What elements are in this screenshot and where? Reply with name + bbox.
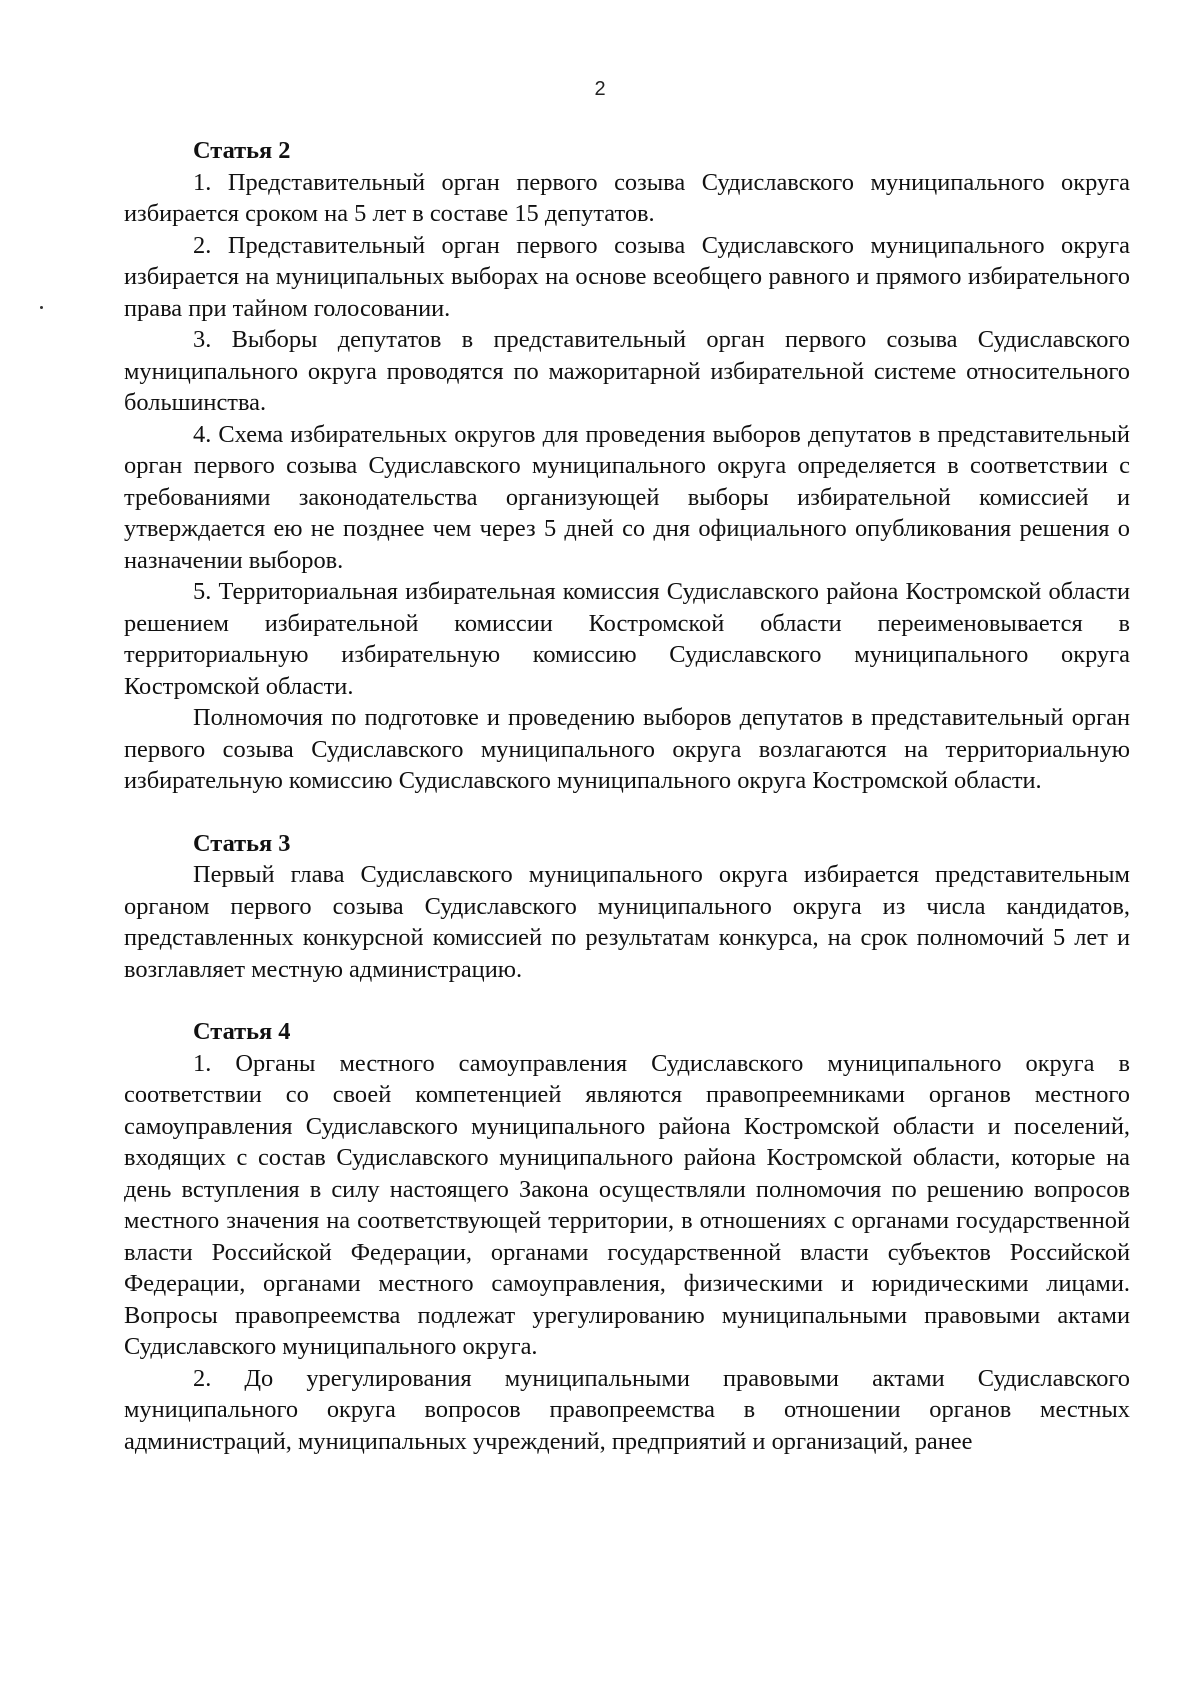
article-3 [124,828,1130,986]
article-4 [124,1016,1130,1457]
article-paragraph: 4. Схема избирательных округов для проведения выборов депутатов в представительный орган первого созыва Судиславского муниципального округа определяется в соответствии с требованиями законодательства организующей выборы избирательной комиссией и утверждается ею не позднее чем через 5 дней со дня официального опубликования решения о назначении выборов. [124,420,1130,574]
page-number: 2 [594,78,606,100]
document-body [124,135,1130,1457]
article-title: Статья 3 [193,829,291,857]
article-paragraph: 2. Представительный орган первого созыва Судиславского муниципального округа избирается на муниципальных выборах на основе всеобщего равного и прямого избирательного права при тайном голосовании. [124,231,1130,322]
article-paragraph: 2. До урегулирования муниципальными правовыми актами Судиславского муниципального округа вопросов правопреемства в отношении органов местных администраций, муниципальных учреждений, предприятий и организаций, ранее [124,1364,1130,1455]
article-paragraph: Полномочия по подготовке и проведению выборов депутатов в представительный орган первого созыва Судиславского муниципального округа возлагаются на территориальную избирательную комиссию Судиславского муниципального округа Костромской области. [124,704,1130,794]
article-title: Статья 2 [193,137,291,164]
article-2 [124,135,1130,797]
scan-speck [40,306,43,309]
article-paragraph: Первый глава Судиславского муниципального округа избирается представительным органом первого созыва Судиславского муниципального округа из числа кандидатов, представленных конкурсной комиссией по результатам конкурса, на срок полномочий 5 лет и возглавляет местную администрацию. [124,861,1130,983]
article-paragraph: 1. Представительный орган первого созыва Судиславского муниципального округа избирается сроком на 5 лет в составе 15 депутатов. [124,168,1130,227]
article-title: Статья 4 [193,1018,291,1045]
article-paragraph: 1. Органы местного самоуправления Судиславского муниципального округа в соответствии со своей компетенцией являются правопреемниками органов местного самоуправления Судиславского муниципального района Костромской области и поселений, входящих с состав Судиславского муниципального района Костромской области, которые на день вступления в силу настоящего Закона осуществляли полномочия по решению вопросов местного значения на соответствующей территории, в отношениях с органами государственной власти Российской Федерации, органами государственной власти субъектов Российской Федерации, органами местного самоуправления, физическими и юридическими лицами. Вопросы правопреемства подлежат урегулированию муниципальными правовыми актами Судиславского муниципального округа. [124,1049,1130,1360]
article-paragraph: 3. Выборы депутатов в представительный орган первого созыва Судиславского муниципального округа проводятся по мажоритарной избирательной системе относительного большинства. [124,326,1130,416]
article-paragraph: 5. Территориальная избирательная комиссия Судиславского района Костромской области решением избирательной комиссии Костромской области переименовывается в территориальную избирательную комиссию Судиславского муниципального округа Костромской области. [124,578,1130,700]
